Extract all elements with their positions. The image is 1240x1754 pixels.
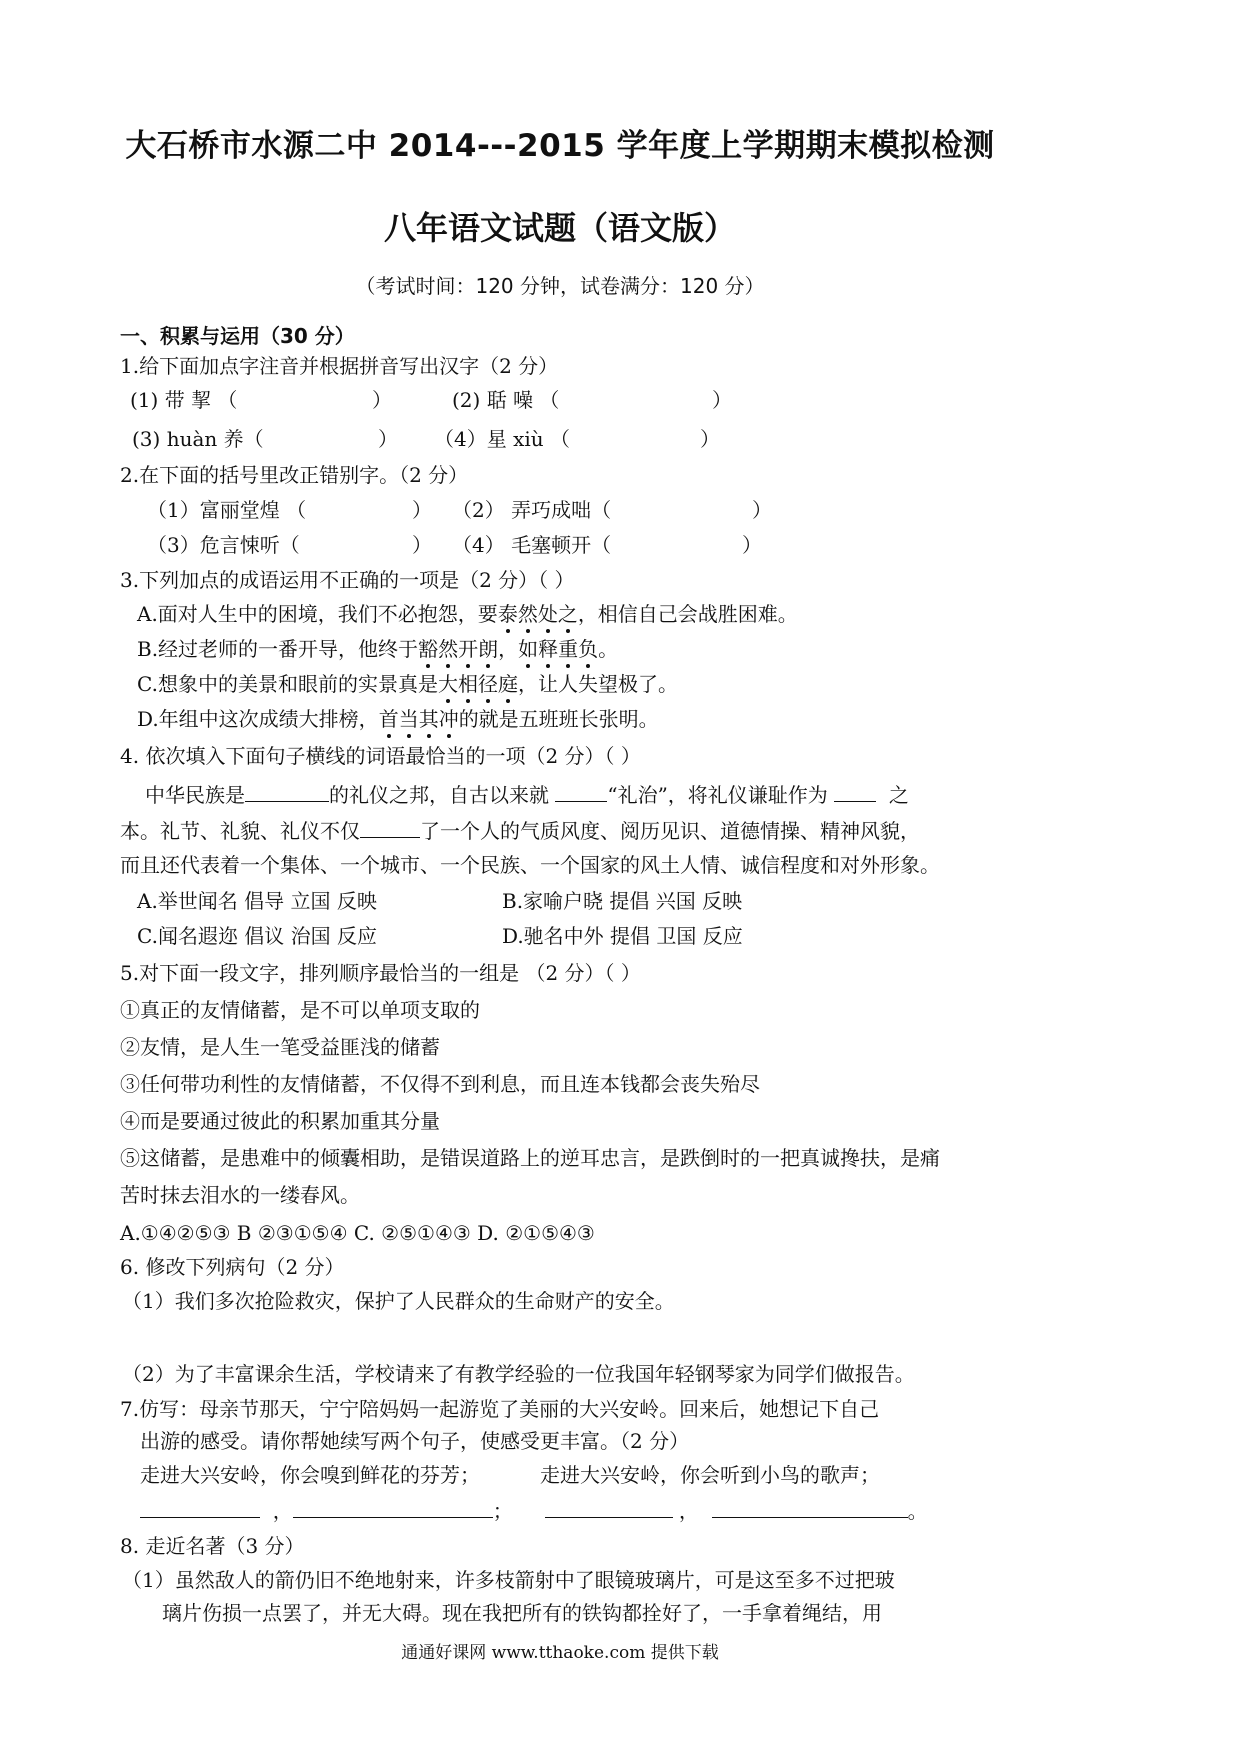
q8-stem: 8. 走近名著（3 分）	[120, 1534, 305, 1558]
q4-blank-2[interactable]	[555, 781, 607, 802]
q5-sentence-3: ③任何带功利性的友情储蓄，不仅得不到利息，而且连本钱都会丧失殆尽	[120, 1072, 760, 1096]
q4-text: 本。礼节、礼貌、礼仪不仅	[120, 819, 360, 843]
q7-stem-line2: 出游的感受。请你帮她续写两个句子，使感受更丰富。（2 分）	[140, 1429, 690, 1453]
q2-item1-end: ）	[412, 498, 432, 522]
q4-text: “礼治”，将礼仪谦耻作为	[607, 783, 828, 807]
q2-item3: （3）危言悚听（	[147, 533, 300, 557]
q7-semicolon: ；	[492, 1499, 513, 1523]
q2-stem: 2.在下面的括号里改正错别字。（2 分）	[120, 463, 469, 487]
q4-paragraph-line1	[145, 781, 909, 808]
q3-stem: 3.下列加点的成语运用不正确的一项是（2 分）（ ）	[120, 568, 575, 592]
q4-text: 了一个人的气质风度、阅历见识、道德情操、精神风貌，	[420, 819, 920, 843]
q4-blank-1[interactable]	[245, 781, 329, 802]
q4-option-a: A.举世闻名 倡导 立国 反映	[137, 889, 377, 913]
q5-sentence-1: ①真正的友情储蓄，是不可以单项支取的	[120, 998, 480, 1022]
q3-option-c	[137, 671, 678, 697]
emphasis-char: 其	[418, 707, 439, 731]
q1-item3: (3) huàn 养（	[132, 427, 264, 451]
q4-stem: 4. 依次填入下面句子横线的词语最恰当的一项（2 分）（ ）	[120, 744, 641, 768]
q5-options: A.①④②⑤③ B ②③①⑤④ C. ②⑤①④③ D. ②①⑤④③	[120, 1221, 595, 1245]
exam-title: 大石桥市水源二中 2014---2015 学年度上学期期末模拟检测	[125, 128, 995, 164]
q3-option-d-idiom	[379, 707, 459, 731]
q7-blank-1[interactable]	[140, 1497, 260, 1518]
q4-option-c: C.闻名遐迩 倡议 治国 反应	[137, 924, 378, 948]
q3-option-c-text: C.想象中的美景和眼前的实景真是	[137, 672, 438, 696]
q3-option-a-text: A.面对人生中的困境，我们不必抱怨，要	[137, 602, 498, 626]
q7-model-sentence-1: 走进大兴安岭，你会嗅到鲜花的芬芳；	[140, 1463, 480, 1487]
q1-item1-end: ）	[372, 388, 392, 412]
emphasis-char: 朗	[478, 637, 499, 661]
emphasis-char: 首	[378, 707, 399, 731]
emphasis-char: 然	[438, 637, 459, 661]
emphasis-char: 径	[477, 672, 498, 696]
q5-sentence-5a: ⑤这储蓄，是患难中的倾囊相助，是错误道路上的逆耳忠言，是跌倒时的一把真诚搀扶，是痛	[120, 1146, 940, 1170]
q1-item2: (2) 聒 噪 （	[452, 388, 560, 412]
q4-text: 中华民族是	[145, 783, 245, 807]
q7-answer-line	[140, 1497, 928, 1524]
emphasis-char: 庭	[497, 672, 518, 696]
q7-blank-3[interactable]	[545, 1497, 673, 1518]
emphasis-char: 开	[458, 637, 479, 661]
q2-item3-end: ）	[412, 533, 432, 557]
q5-sentence-2: ②友情，是人生一笔受益匪浅的储蓄	[120, 1035, 440, 1059]
q4-blank-3[interactable]	[834, 781, 876, 802]
q1-item3-end: ）	[378, 427, 398, 451]
q4-text: 的礼仪之邦，自古以来就	[329, 783, 549, 807]
q4-option-b: B.家喻户晓 提倡 兴国 反映	[502, 889, 743, 913]
q7-model-sentence-2: 走进大兴安岭，你会听到小鸟的歌声；	[540, 1463, 880, 1487]
q1-item1: (1) 带 挈 （	[130, 388, 238, 412]
q8-paragraph-line2: 璃片伤损一点罢了，并无大碍。现在我把所有的铁钩都拴好了，一手拿着绳结，用	[162, 1601, 882, 1625]
q3-option-a-idiom	[498, 602, 578, 626]
emphasis-char: 之	[557, 602, 578, 626]
q1-stem: 1.给下面加点字注音并根据拼音写出汉字（2 分）	[120, 354, 559, 378]
emphasis-char: 当	[398, 707, 419, 731]
emphasis-char: 重	[558, 637, 579, 661]
emphasis-char: 泰	[497, 602, 518, 626]
q3-option-d-tail: 的就是五班班长张明。	[458, 707, 659, 731]
q3-option-a-tail: ，相信自己会战胜困难。	[577, 602, 798, 626]
q3-option-c-idiom	[438, 672, 518, 696]
q5-sentence-4: ④而是要通过彼此的积累加重其分量	[120, 1109, 440, 1133]
q2-item4-end: ）	[742, 533, 762, 557]
q3-option-b-text: B.经过老师的一番开导，他终于	[137, 637, 419, 661]
q7-comma: ，	[272, 1499, 293, 1523]
emphasis-char: 负	[578, 637, 599, 661]
q5-sentence-5b: 苦时抹去泪水的一缕春风。	[120, 1183, 360, 1207]
q4-paragraph-line3: 而且还代表着一个集体、一个城市、一个民族、一个国家的风土人情、诚信程度和对外形象。	[120, 853, 940, 877]
exam-subject: 八年语文试题（语文版）	[383, 209, 736, 247]
q6-stem: 6. 修改下列病句（2 分）	[120, 1255, 345, 1279]
download-footer: 通通好课网 www.tthaoke.com 提供下载	[401, 1643, 719, 1663]
q2-item1: （1）富丽堂煌 （	[147, 498, 307, 522]
emphasis-char: 相	[457, 672, 478, 696]
emphasis-char: 然	[517, 602, 538, 626]
q7-stem-line1: 7.仿写：母亲节那天，宁宁陪妈妈一起游览了美丽的大兴安岭。回来后，她想记下自己	[120, 1397, 880, 1421]
emphasis-char: 处	[537, 602, 558, 626]
q6-sentence-1: （1）我们多次抢险救灾，保护了人民群众的生命财产的安全。	[122, 1289, 675, 1313]
q3-option-b-mid: ，	[498, 637, 519, 661]
q1-item4-end: ）	[700, 427, 720, 451]
q7-period: 。	[907, 1499, 928, 1523]
q5-stem: 5.对下面一段文字，排列顺序最恰当的一组是 （2 分）（ ）	[120, 961, 641, 985]
q3-option-a	[137, 601, 798, 627]
q3-option-b-tail: 。	[598, 637, 619, 661]
q3-option-d	[137, 706, 659, 732]
emphasis-char: 冲	[438, 707, 459, 731]
q3-option-d-text: D.年组中这次成绩大排榜，	[137, 707, 379, 731]
emphasis-char: 释	[538, 637, 559, 661]
q7-blank-2[interactable]	[293, 1497, 493, 1518]
q4-text: 之	[888, 783, 909, 807]
q3-option-b	[137, 636, 618, 662]
section-heading: 一、积累与运用（30 分）	[120, 324, 355, 348]
q2-item4: （4） 毛塞顿开（	[452, 533, 612, 557]
emphasis-char: 大	[437, 672, 458, 696]
q1-item2-end: ）	[712, 388, 732, 412]
q1-item4: （4）星 xiù （	[434, 427, 570, 451]
q4-option-d: D.驰名中外 提倡 卫国 反应	[502, 924, 743, 948]
q6-sentence-2: （2）为了丰富课余生活，学校请来了有教学经验的一位我国年轻钢琴家为同学们做报告。	[122, 1362, 915, 1386]
q7-comma: ，	[678, 1499, 699, 1523]
q3-option-b-idiom1	[418, 637, 498, 661]
q7-blank-4[interactable]	[712, 1497, 908, 1518]
emphasis-char: 豁	[418, 637, 439, 661]
q4-blank-4[interactable]	[360, 817, 420, 838]
q3-option-c-tail: ，让人失望极了。	[517, 672, 678, 696]
q4-paragraph-line2	[120, 817, 920, 844]
emphasis-char: 如	[518, 637, 539, 661]
q2-item2: （2） 弄巧成咄（	[452, 498, 612, 522]
q2-item2-end: ）	[752, 498, 772, 522]
q3-option-b-idiom2	[518, 637, 598, 661]
exam-info: （考试时间：120 分钟，试卷满分：120 分）	[355, 274, 765, 298]
q8-paragraph-line1: （1）虽然敌人的箭仍旧不绝地射来，许多枝箭射中了眼镜玻璃片，可是这至多不过把玻	[122, 1568, 895, 1592]
